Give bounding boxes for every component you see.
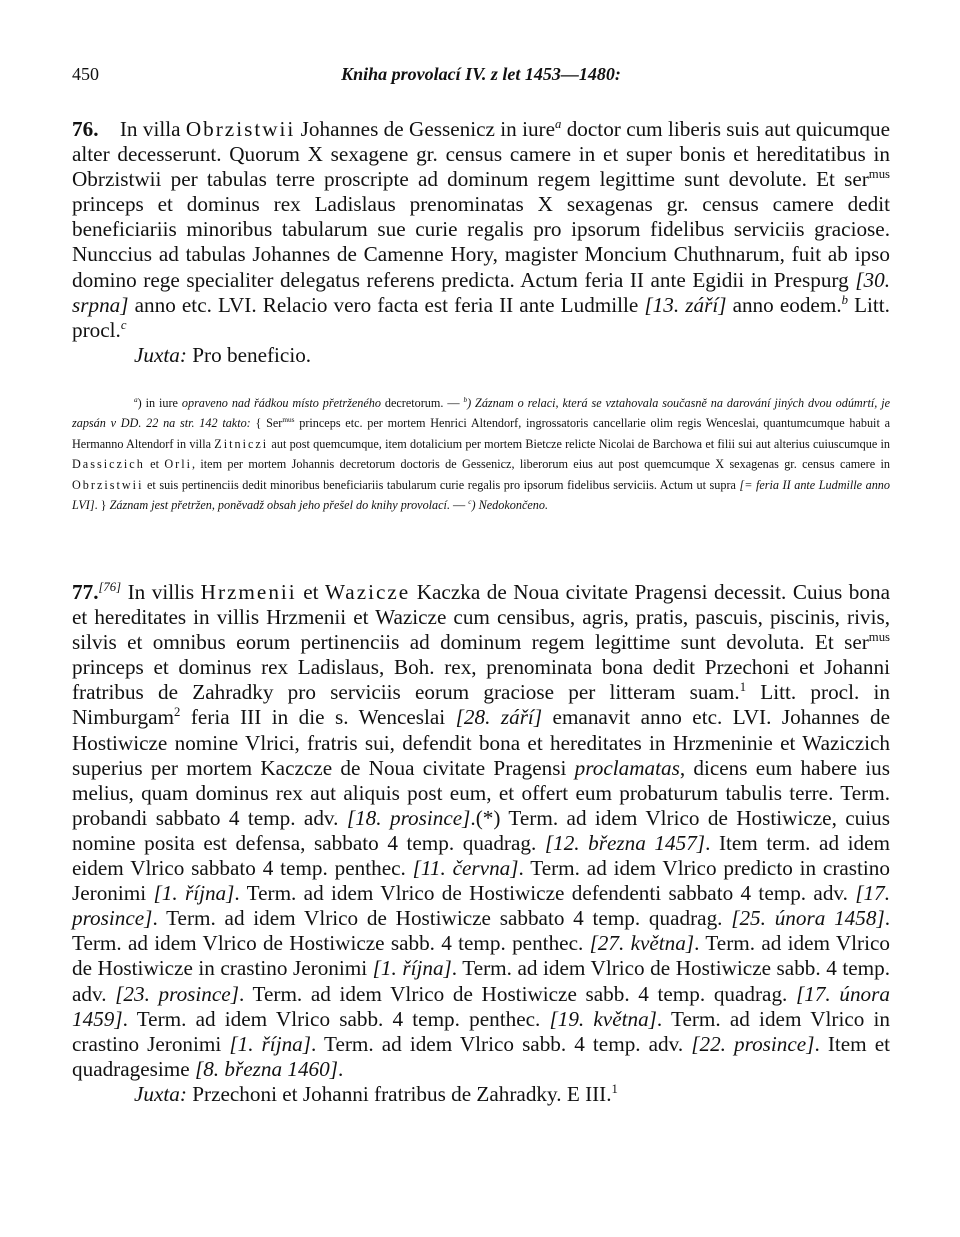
- juxta-label: Juxta:: [134, 1081, 187, 1106]
- date-bracket: [27. května]: [589, 931, 695, 956]
- page-header: [72, 64, 890, 86]
- footnote-ref: 1: [739, 680, 747, 695]
- place-name: Obrzistwii: [185, 117, 296, 141]
- date-bracket: [23. prosince]: [115, 981, 239, 1006]
- entry-76: [72, 117, 890, 368]
- place-name: Hrzmenii: [200, 580, 297, 604]
- footnotes-76: [72, 393, 890, 515]
- running-title: Kniha provolací IV. z let 1453—1480:: [341, 64, 621, 84]
- date-bracket: [19. května]: [549, 1006, 657, 1031]
- date-bracket: [28. září]: [455, 705, 543, 730]
- date-bracket: [11. června]: [412, 856, 519, 881]
- note-mark: a: [555, 116, 562, 131]
- note-mark: b: [841, 292, 848, 307]
- entry-77: [72, 580, 890, 1107]
- date-bracket: [18. prosince]: [346, 805, 471, 830]
- entry-number: 76.: [72, 117, 99, 141]
- place-name: Wazicze: [325, 580, 411, 604]
- date-bracket: [17. února 1459]: [72, 981, 890, 1031]
- date-bracket: [25. února 1458]: [731, 906, 885, 931]
- footnote-ref: 2: [174, 705, 181, 720]
- footnote-ref: 1: [611, 1081, 618, 1096]
- date-bracket: [1. října]: [153, 881, 235, 906]
- note-mark: c: [120, 317, 127, 332]
- date-bracket: [8. března 1460]: [194, 1056, 338, 1081]
- date-bracket: [1. října]: [229, 1031, 312, 1056]
- date-bracket: [12. března 1457]: [544, 830, 706, 855]
- entry-number: 77.: [72, 580, 99, 604]
- date-bracket: [1. října]: [372, 956, 452, 981]
- cross-reference: [76]: [98, 579, 122, 594]
- date-bracket: [30. srpna]: [72, 267, 890, 317]
- juxta-line: Juxta: Pro beneficio.: [134, 342, 312, 367]
- juxta-line: Juxta: Przechoni et Johanni fratribus de Zahradky. E III.$^1$: [134, 1081, 618, 1106]
- date-bracket: [22. prosince]: [691, 1031, 815, 1056]
- date-bracket: [17. prosince]: [72, 881, 890, 931]
- page-number: 450: [72, 64, 99, 84]
- juxta-label: Juxta:: [134, 342, 187, 367]
- footnote-text: $^a$) in iure opraveno nad řádkou místo přetrženého decretorum. — $^b$) Záznam o relaci, která se vztahovala současně na darování jiných dvou odúmrtí, je zapsán v DD. 22 na str. 142 takto: { Ser$^{mus}$ princeps etc. per mortem Henrici Altendorf, ingrossatoris cancellarie olim regis Wenceslai, quantumcumque habuit a Hermanno Altendorf in villa Zitniczi aut post quemcumque, item dotalicium per mortem Bietcze relicte Nicolai de Barchowa et filii sui aut alterius cuiuscumque in Dassiczich et Orli, item per mortem Johannis decretorum doctoris de Gessenicz, liberorum eius aut post quemcumque X sexagenas gr. census camere in Obrzistwii et suis pertinenciis dedit minoribus beneficiariis tabularum curie regalis pro ipsorum fidelibus serviciis. Actum ut supra [= feria II ante Ludmille anno LVI]. } Záznam jest přetržen, poněvadž obsah jeho přešel do knihy provolací. — $^c$) Nedokončeno.: [72, 394, 891, 513]
- entry-77-text: 77.[76] In villis Hrzmenii et Wazicze Kaczka de Noua civitate Pragensi decessit. Cuius bona et hereditates in villis Hrzmenii et Wazicze cum censibus, agris, pratis, pascuis, piscinis, rivis, silvis et omnibus eorum pertinenciis ad dominum regem legittime sunt devoluta. Et ser$^{mus}$ princeps et dominus rex Ladislaus, Boh. rex, prenominata bona dedit Przechoni et Johanni fratribus de Zahradky pro serviciis eorum graciose per litteram suam.$^1$ Litt. procl. in Nimburgam$^2$ feria III in die s. Wenceslai [28. září] emanavit anno etc. LVI. Johannes de Hostiwicze nomine Vlrici, fratris sui, defendit bona et hereditates in Hrzmeninie et Waziczich superius per mortem Kaczcze de Noua civitate Pragensi proclamatas, dicens eum habere ius melius, quam dominus rex aut aliquis post eum, et offert eum probaturum tabulis terre. Term. probandi sabbato 4 temp. adv. [18. prosince].(*) Term. ad idem Vlrico de Hostiwicze, cuius nomine posita est defensa, sabbato 4 temp. quadrag. [12. března 1457]. Item term. ad idem eidem Vlrico sabbato 4 temp. penthec. [11. června]. Term. ad idem Vlrico predicto in crastino Jeronimi [1. října]. Term. ad idem Vlrico de Hostiwicze defendenti sabbato 4 temp. adv. [17. prosince]. Term. ad idem Vlrico de Hostiwicze sabbato 4 temp. quadrag. [25. února 1458]. Term. ad idem Vlrico de Hostiwicze sabb. 4 temp. penthec. [27. května]. Term. ad idem Vlrico de Hostiwicze in crastino Jeronimi [1. října]. Term. ad idem Vlrico de Hostiwicze sabb. 4 temp. adv. [23. prosince]. Term. ad idem Vlrico de Hostiwicze sabb. 4 temp. quadrag. [17. února 1459]. Term. ad idem Vlrico sabb. 4 temp. penthec. [19. května]. Term. ad idem Vlrico in crastino Jeronimi [1. října]. Term. ad idem Vlrico sabb. 4 temp. adv. [22. prosince]. Item et quadragesime [8. března 1460].: [72, 579, 891, 1081]
- entry-76-text: 76. In villa Obrzistwii Johannes de Gessenicz in iure$^a$ doctor cum liberis suis aut quicumque alter decesserunt. Quorum X sexagene gr. census camere in et super bonis et hereditatibus in Obrzistwii per tabulas terre proscripte ad dominum regem legittime sunt devolute. Et ser$^{mus}$ princeps et dominus rex Ladislaus prenominatas X sexagenas gr. census camere dedit beneficiariis minoribus tabularum sue curie regalis pro ipsorum fidelibus serviciis graciose. Nunccius ad tabulas Johannes de Camenne Hory, magister Moncium Chuthnarum, fuit ab ipso domino rege specialiter delegatus referens predicta. Actum feria II ante Egidii in Prespurg [30. srpna] anno etc. LVI. Relacio vero facta est feria II ante Ludmille [13. září] anno eodem.$^b$ Litt. procl.$^c$: [72, 116, 890, 342]
- date-bracket: [13. září]: [644, 292, 727, 317]
